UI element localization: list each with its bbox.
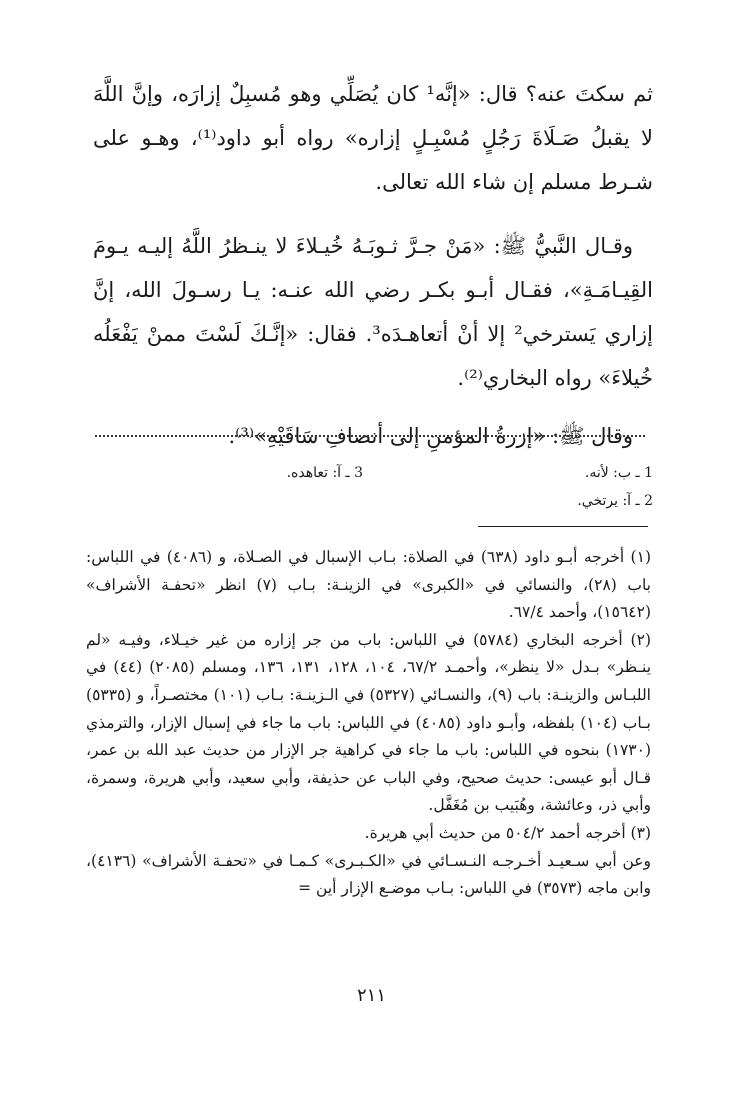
- footnote: (٢) أخرجه البخاري (٥٧٨٤) في اللباس: باب من جر إزاره من غير خيـلاء، وفيـه «لم ينـظر» بـدل «لا ينظر»، وأحمـد ٦٧/٢، ١٠٤، ١٢٨، ١٣١، ١٣٦، ومسلم (٢٠٨٥) (٤٤) في اللبـاس والزينـة: باب (٩)، والنسـائي (٥٣٢٧) في الـزينـة: بـاب (١٠١) مختصـراً، و (٥٣٣٥) بـاب (١٠٤) بلفظه، وأبـو داود (٤٠٨٥) في اللباس: باب ما جاء في إسبال الإزار، والترمذي (١٧٣٠) بنحوه في اللباس: باب ما جاء في كراهية جر الإزار من حديث عبد الله بن عمر، قـال أبو عيسى: حديث صحيح، وفي الباب عن حذيفة، وأبي سعيد، وأبي هريرة، وسمرة، وأبي ذر، وعائشة، وهُبَيب بن مُغَفَّل.: [86, 630, 652, 815]
- dotted-separator: [95, 425, 645, 437]
- footnote: (٣) أخرجه أحمد ٥٠٤/٢ من حديث أبي هريرة.: [364, 823, 651, 842]
- variant-note: 2 ـ آ: يرتخي.: [577, 493, 653, 509]
- paragraph: وقـال النَّبيُّ ﷺ: «مَنْ جـرَّ ثـوبَـهُ خُيـلاءَ لا ينـظرُ اللَّهُ إليـه يـومَ القِيـامَـةِ»، فقـال أبـو بكـر رضي الله عنـه: يـا رسـولَ الله، إنَّ إزاري يَسترخي² إلا أنْ أتعاهـدَه³. فقال: «إنَّـكَ لَسْتَ ممنْ يَفْعَلُه خُيلاءَ» رواه البخاري⁽²⁾.: [93, 234, 653, 390]
- paragraph: وقال ﷺ: «إزرةُ المؤمنِ إلى أنصافِ سَاقَيْهِ»⁽³⁾.: [228, 424, 633, 448]
- main-text: [93, 72, 653, 458]
- footnote: (١) أخرجه أبـو داود (٦٣٨) في الصلاة: بـاب الإسبال في الصـلاة، و (٤٠٨٦) في اللباس: باب (٢٨)، والنسائي في «الكبرى» في الزينـة: بـاب (٧) انظر «تحفـة الأشراف» (١٥٦٤٢)، وأحمد ٦٧/٤.: [86, 548, 651, 622]
- footnote: وعن أبي سـعيـد أخـرجـه النـسـائي في «الكـبـرى» كـمـا في «تحفـة الأشراف» (٤١٣٦)، وابن ماجه (٣٥٧٣) في اللباس: بـاب موضـع الإزار أين =: [86, 851, 651, 898]
- variant-note: 3 ـ آ: تعاهده.: [286, 465, 363, 481]
- page-number: ٢١١: [356, 985, 386, 1006]
- footnote-rule: [478, 526, 648, 527]
- paragraph: ثم سكتَ عنه؟ قال: «إنَّه¹ كان يُصَلِّي وهو مُسبِلٌ إزارَه، وإنَّ اللَّهَ لا يقبلُ صَـلَاةَ رَجُلٍ مُسْبِـلٍ إزاره» رواه أبو داود⁽¹⁾، وهـو على شـرط مسلم إن شاء الله تعالى.: [93, 82, 653, 194]
- footnotes: [86, 544, 651, 903]
- variant-note: 1 ـ ب: لأنه.: [584, 465, 653, 481]
